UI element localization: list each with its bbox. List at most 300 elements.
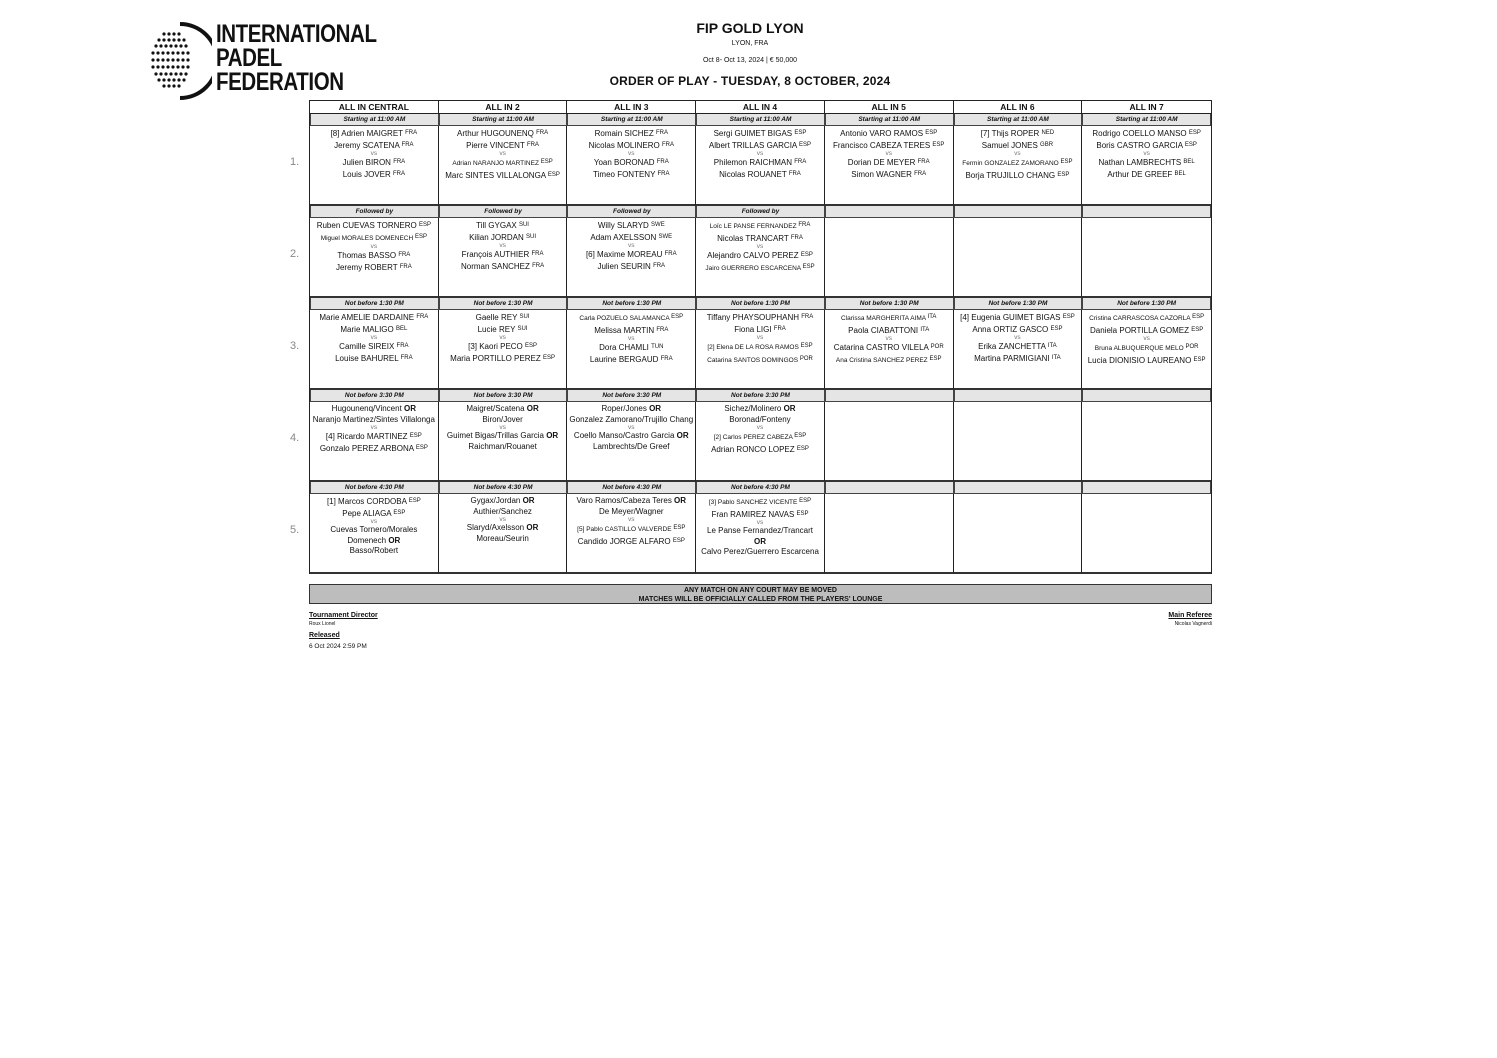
player-line bbox=[825, 354, 953, 367]
time-slot: Not before 4:30 PM bbox=[696, 482, 825, 494]
match-row bbox=[290, 218, 1212, 298]
player-line bbox=[954, 353, 1082, 365]
player-line bbox=[310, 220, 438, 232]
player-name: Sergi GUIMET BIGAS bbox=[713, 129, 795, 138]
nationality-code: ESP bbox=[1050, 325, 1063, 332]
player-name: Adrian NARANJO MARTINEZ bbox=[452, 160, 541, 167]
player-name: [3] Kaori PECO bbox=[468, 342, 526, 351]
nationality-code: FRA bbox=[392, 170, 405, 177]
time-slot: Starting at 11:00 AM bbox=[439, 114, 568, 126]
time-slot: Starting at 11:00 AM bbox=[954, 114, 1083, 126]
nationality-code: SUI bbox=[517, 325, 528, 332]
time-slot: Not before 1:30 PM bbox=[567, 298, 696, 310]
nationality-code: FRA bbox=[790, 234, 803, 241]
player-name: De Meyer/Wagner bbox=[598, 506, 664, 516]
court-name: ALL IN 2 bbox=[439, 101, 568, 113]
player-line bbox=[310, 128, 438, 140]
player-line bbox=[310, 525, 438, 536]
player-name: [2] Carlos PEREZ CABEZA bbox=[713, 434, 795, 441]
nationality-code: SUI bbox=[519, 314, 530, 320]
nationality-code: FRA bbox=[396, 343, 409, 349]
pair-name: Coello Manso/Castro Garcia bbox=[573, 431, 677, 440]
tournament-dates: Oct 8- Oct 13, 2024 | € 50,000 bbox=[702, 57, 798, 64]
player-name: Fiona LIGI bbox=[734, 324, 774, 334]
nationality-code: ESP bbox=[799, 141, 812, 148]
player-name: [3] Pablo SANCHEZ VICENTE bbox=[708, 499, 800, 506]
pair-name: Slaryd/Axelsson bbox=[466, 523, 527, 532]
match-cell bbox=[310, 218, 439, 298]
match-row bbox=[290, 402, 1212, 482]
player-name: Marc SINTES VILLALONGA bbox=[445, 170, 548, 180]
pair-line bbox=[310, 536, 438, 547]
player-line bbox=[696, 169, 824, 181]
notice-line: ANY MATCH ON ANY COURT MAY BE MOVED bbox=[684, 587, 837, 594]
player-line bbox=[439, 534, 567, 545]
time-slot: Followed by bbox=[439, 206, 568, 218]
versus-label: vs bbox=[1143, 335, 1150, 342]
player-name: Biron/Jover bbox=[482, 414, 523, 424]
time-slot: Starting at 11:00 AM bbox=[567, 114, 696, 126]
time-slot: Not before 1:30 PM bbox=[439, 298, 568, 310]
time-slot: Starting at 11:00 AM bbox=[310, 114, 439, 126]
player-name: Samuel JONES bbox=[981, 140, 1041, 150]
player-name: Arthur HUGOUNENQ bbox=[457, 129, 537, 138]
time-slot: Followed by bbox=[310, 206, 439, 218]
versus-label: vs bbox=[628, 516, 635, 523]
released-label: Released bbox=[309, 632, 340, 639]
player-name: Alejandro CALVO PEREZ bbox=[707, 251, 801, 260]
player-name: Louis JOVER bbox=[342, 169, 393, 179]
player-line bbox=[567, 169, 695, 181]
player-name: Raichman/Rouanet bbox=[468, 441, 537, 451]
nationality-code: FRA bbox=[536, 130, 549, 136]
versus-label: vs bbox=[756, 424, 764, 431]
pair-line bbox=[696, 404, 824, 415]
match-cell bbox=[825, 310, 954, 390]
nationality-code: FRA bbox=[656, 159, 669, 165]
row-number: 5. bbox=[290, 524, 300, 536]
nationality-code: ESP bbox=[1192, 314, 1205, 320]
nationality-code: ESP bbox=[802, 263, 815, 270]
nationality-code: BEL bbox=[395, 325, 408, 332]
versus-label: vs bbox=[756, 150, 764, 157]
versus-label: vs bbox=[370, 424, 378, 431]
player-name: Gonzalo PEREZ ARBONA bbox=[319, 443, 416, 453]
player-line bbox=[567, 220, 695, 232]
nationality-code: ESP bbox=[415, 444, 428, 451]
nationality-code: FRA bbox=[788, 170, 801, 177]
order-of-play-title: ORDER OF PLAY - TUESDAY, 8 OCTOBER, 2024 bbox=[609, 74, 891, 88]
nationality-code: ITA bbox=[1047, 343, 1057, 349]
player-line bbox=[825, 312, 953, 325]
or-label: OR bbox=[526, 404, 539, 413]
match-row bbox=[290, 310, 1212, 390]
org-line: FEDERATION bbox=[216, 68, 344, 96]
player-name: Lucie REY bbox=[477, 324, 518, 334]
time-slot: Starting at 11:00 AM bbox=[825, 114, 954, 126]
nationality-code: ESP bbox=[673, 525, 686, 531]
player-line bbox=[696, 341, 824, 354]
player-name: Naranjo Martinez/Sintes Villalonga bbox=[312, 414, 435, 424]
nationality-code: ESP bbox=[1062, 314, 1075, 320]
pair-line bbox=[439, 404, 567, 415]
nationality-code: FRA bbox=[794, 159, 807, 165]
nationality-code: FRA bbox=[401, 141, 414, 148]
player-name: Julien SEURIN bbox=[597, 261, 654, 271]
nationality-code: POR bbox=[930, 344, 944, 350]
nationality-code: POR bbox=[799, 355, 813, 362]
pair-name: Roper/Jones bbox=[601, 404, 650, 413]
player-name: [1] Marcos CORDOBA bbox=[326, 497, 409, 506]
time-slot bbox=[825, 206, 954, 218]
pair-line bbox=[567, 496, 695, 507]
match-cell bbox=[696, 494, 825, 574]
director-name: Roux Lionel bbox=[309, 621, 336, 627]
nationality-code: FRA bbox=[531, 251, 544, 257]
match-row bbox=[290, 126, 1212, 206]
player-line bbox=[439, 249, 567, 261]
player-line bbox=[1082, 169, 1211, 181]
player-name: Dorian DE MEYER bbox=[847, 158, 918, 167]
player-name: Jairo GUERRERO ESCARCENA bbox=[705, 264, 803, 272]
player-name: Fran RAMIREZ NAVAS bbox=[711, 509, 797, 519]
nationality-code: ESP bbox=[1191, 326, 1204, 333]
pair-name: Guimet Bigas/Trillas Garcia bbox=[446, 431, 547, 440]
player-name: Kilian JORDAN bbox=[469, 232, 526, 242]
time-slot bbox=[954, 482, 1083, 494]
nationality-code: FRA bbox=[798, 222, 811, 228]
player-name: Timeo FONTENY bbox=[593, 169, 658, 179]
nationality-code: FRA bbox=[405, 130, 418, 136]
time-slot bbox=[1082, 482, 1211, 494]
player-name: Rodrigo COELLO MANSO bbox=[1092, 129, 1189, 138]
match-cell bbox=[310, 494, 439, 574]
player-line bbox=[567, 261, 695, 273]
nationality-code: ESP bbox=[925, 130, 938, 136]
player-name: Francisco CABEZA TERES bbox=[832, 140, 933, 150]
player-line bbox=[439, 170, 567, 182]
nationality-code: FRA bbox=[661, 141, 674, 148]
pair-name: Sichez/Molinero bbox=[724, 404, 784, 413]
match-cell bbox=[439, 310, 568, 390]
player-name: [8] Adrien MAIGRET bbox=[330, 129, 406, 138]
nationality-code: FRA bbox=[801, 314, 814, 320]
released-date: 6 Oct 2024 2:59 PM bbox=[309, 643, 367, 650]
or-label: OR bbox=[404, 404, 417, 413]
player-name: Romain SICHEZ bbox=[594, 129, 656, 138]
player-name: Calvo Perez/Guerrero Escarcena bbox=[701, 547, 819, 556]
player-name: Adrian RONCO LOPEZ bbox=[711, 444, 797, 454]
match-cell bbox=[310, 126, 439, 206]
nationality-code: ESP bbox=[672, 537, 685, 544]
match-cell bbox=[954, 494, 1083, 574]
versus-label: vs bbox=[756, 243, 764, 250]
player-name: Thomas BASSO bbox=[337, 251, 399, 260]
player-line bbox=[567, 523, 695, 536]
nationality-code: ESP bbox=[1188, 130, 1201, 136]
nationality-code: FRA bbox=[656, 326, 669, 333]
player-line bbox=[310, 431, 438, 443]
nationality-code: ESP bbox=[418, 222, 431, 228]
match-cell bbox=[696, 310, 825, 390]
time-slot: Not before 4:30 PM bbox=[310, 482, 439, 494]
player-line bbox=[954, 341, 1082, 353]
player-name: Paola CIABATTONI bbox=[848, 325, 921, 335]
versus-label: vs bbox=[370, 518, 378, 525]
or-label: OR bbox=[522, 496, 535, 505]
player-line bbox=[696, 496, 824, 509]
player-name: Till GYGAX bbox=[476, 221, 519, 230]
player-line bbox=[696, 444, 824, 456]
player-line bbox=[696, 220, 824, 233]
versus-label: vs bbox=[499, 424, 506, 431]
time-slot: Not before 1:30 PM bbox=[310, 298, 439, 310]
nationality-code: ESP bbox=[794, 433, 807, 439]
player-line bbox=[439, 353, 567, 365]
row-number: 2. bbox=[290, 248, 300, 260]
player-line bbox=[310, 443, 438, 455]
player-name: Antonio VARO RAMOS bbox=[840, 129, 926, 138]
nationality-code: ESP bbox=[547, 171, 560, 178]
nationality-code: ITA bbox=[1051, 354, 1061, 361]
nationality-code: ESP bbox=[799, 498, 812, 504]
or-label: OR bbox=[783, 404, 796, 413]
versus-label: vs bbox=[628, 424, 635, 431]
nationality-code: ESP bbox=[794, 130, 807, 136]
org-line: INTERNATIONAL bbox=[216, 20, 377, 48]
row-number: 3. bbox=[290, 340, 300, 352]
versus-label: vs bbox=[499, 242, 506, 249]
player-name: Nathan LAMBRECHTS bbox=[1098, 158, 1184, 167]
player-name: Simon WAGNER bbox=[851, 169, 915, 179]
player-name: Moreau/Seurin bbox=[476, 533, 529, 543]
player-line bbox=[696, 262, 824, 275]
player-line bbox=[310, 250, 438, 262]
org-line: PADEL bbox=[216, 44, 282, 72]
match-cell bbox=[439, 218, 568, 298]
nationality-code: BEL bbox=[1174, 170, 1186, 177]
nationality-code: ESP bbox=[800, 252, 813, 258]
player-name: Catarina SANTOS DOMINGOS bbox=[707, 356, 800, 364]
player-line bbox=[310, 546, 438, 557]
nationality-code: FRA bbox=[655, 130, 668, 136]
nationality-code: ESP bbox=[1057, 171, 1070, 178]
nationality-code: FRA bbox=[532, 262, 545, 269]
pair-line bbox=[567, 431, 695, 442]
player-line bbox=[567, 157, 695, 169]
time-slot-row bbox=[309, 206, 1212, 218]
player-line bbox=[825, 128, 953, 140]
notice-box bbox=[309, 584, 1212, 604]
versus-label: vs bbox=[499, 334, 506, 341]
match-row bbox=[290, 494, 1212, 574]
player-name: Ana Cristina SANCHEZ PEREZ bbox=[835, 356, 930, 364]
player-line bbox=[1082, 312, 1211, 325]
player-name: Yoan BORONAD bbox=[593, 158, 657, 167]
player-name: Dora CHAMLI bbox=[599, 343, 652, 352]
player-line bbox=[696, 250, 824, 262]
nationality-code: FRA bbox=[526, 141, 539, 148]
player-line bbox=[567, 249, 695, 261]
time-slot-row bbox=[309, 114, 1212, 126]
match-cell bbox=[954, 402, 1083, 482]
nationality-code: FRA bbox=[653, 262, 666, 269]
player-name: Miguel MORALES DOMENECH bbox=[320, 234, 415, 242]
pair-name: Domenech bbox=[347, 535, 389, 545]
time-slot: Not before 4:30 PM bbox=[567, 482, 696, 494]
pair-name: Maigret/Scatena bbox=[466, 404, 527, 413]
time-slot: Not before 1:30 PM bbox=[954, 298, 1083, 310]
player-name: Boronad/Fonteny bbox=[729, 414, 791, 424]
time-slot: Not before 3:30 PM bbox=[696, 390, 825, 402]
match-cell bbox=[439, 494, 568, 574]
player-name: Jeremy ROBERT bbox=[335, 262, 400, 272]
pair-line bbox=[439, 523, 567, 534]
player-name: Martina PARMIGIANI bbox=[974, 353, 1052, 363]
versus-label: vs bbox=[1014, 334, 1021, 341]
time-slot: Followed by bbox=[567, 206, 696, 218]
nationality-code: TUN bbox=[651, 344, 664, 350]
versus-label: vs bbox=[1143, 150, 1150, 157]
player-line bbox=[696, 547, 824, 558]
player-line bbox=[310, 312, 438, 324]
player-name: Nicolas TRANCART bbox=[717, 233, 791, 243]
or-label: OR bbox=[649, 404, 662, 413]
match-cell bbox=[1082, 310, 1211, 390]
versus-label: vs bbox=[370, 150, 378, 157]
or-label: OR bbox=[676, 431, 689, 440]
player-name: [6] Maxime MOREAU bbox=[585, 250, 665, 259]
nationality-code: ITA bbox=[927, 314, 937, 320]
match-cell bbox=[1082, 218, 1211, 298]
player-line bbox=[310, 341, 438, 353]
pair-name: Hugounenq/Vincent bbox=[331, 404, 405, 413]
versus-label: vs bbox=[499, 516, 506, 523]
versus-label: vs bbox=[756, 519, 764, 526]
nationality-code: ITA bbox=[920, 326, 930, 333]
player-name: Lucia DIONISIO LAUREANO bbox=[1087, 355, 1194, 365]
nationality-code: NED bbox=[1041, 130, 1055, 136]
player-name: Loïc LE PANSE FERNANDEZ bbox=[709, 223, 799, 230]
player-line bbox=[439, 341, 567, 353]
player-name: Borja TRUJILLO CHANG bbox=[965, 170, 1058, 180]
nationality-code: ESP bbox=[1060, 159, 1073, 165]
player-name: Le Panse Fernandez/Trancart bbox=[707, 526, 813, 535]
court-name: ALL IN CENTRAL bbox=[310, 101, 439, 113]
court-name: ALL IN 4 bbox=[696, 101, 825, 113]
player-line bbox=[439, 442, 567, 453]
nationality-code: ESP bbox=[1184, 141, 1197, 148]
court-name: ALL IN 6 bbox=[954, 101, 1083, 113]
player-name: Daniela PORTILLA GOMEZ bbox=[1090, 325, 1192, 335]
tournament-location: LYON, FRA bbox=[731, 40, 769, 47]
match-cell bbox=[439, 402, 568, 482]
nationality-code: FRA bbox=[400, 354, 413, 361]
player-name: Erika ZANCHETTA bbox=[978, 342, 1048, 351]
time-slot: Not before 1:30 PM bbox=[696, 298, 825, 310]
player-name: Marie MALIGO bbox=[340, 324, 396, 334]
match-cell bbox=[825, 218, 954, 298]
player-line bbox=[1082, 342, 1211, 355]
time-slot-row bbox=[309, 482, 1212, 494]
match-cell bbox=[954, 310, 1083, 390]
player-line bbox=[310, 169, 438, 181]
nationality-code: ESP bbox=[408, 498, 421, 504]
player-line bbox=[954, 157, 1082, 170]
versus-label: vs bbox=[499, 150, 506, 157]
time-slot bbox=[1082, 390, 1211, 402]
player-line bbox=[696, 157, 824, 169]
player-name: Clarissa MARGHERITA AIMA bbox=[840, 315, 928, 322]
versus-label: vs bbox=[885, 335, 892, 342]
nationality-code: ESP bbox=[414, 233, 427, 240]
nationality-code: ESP bbox=[409, 433, 422, 439]
match-cell bbox=[567, 126, 696, 206]
nationality-code: ESP bbox=[800, 343, 813, 349]
player-name: Authier/Sanchez bbox=[473, 506, 532, 516]
or-label: OR bbox=[388, 535, 401, 545]
nationality-code: FRA bbox=[664, 251, 677, 257]
nationality-code: POR bbox=[1185, 344, 1199, 350]
time-slot-row bbox=[309, 390, 1212, 402]
player-name: [7] Thijs ROPER bbox=[980, 129, 1042, 138]
player-line bbox=[954, 312, 1082, 324]
or-label: OR bbox=[674, 496, 687, 505]
pair-line bbox=[439, 431, 567, 442]
time-slot: Not before 3:30 PM bbox=[310, 390, 439, 402]
nationality-code: ESP bbox=[393, 509, 406, 516]
player-name: Ruben CUEVAS TORNERO bbox=[316, 221, 419, 230]
or-label: OR bbox=[546, 431, 559, 440]
pair-line bbox=[439, 496, 567, 507]
player-name: [5] Pablo CASTILLO VALVERDE bbox=[577, 526, 674, 533]
player-line bbox=[825, 342, 953, 354]
player-line bbox=[1082, 157, 1211, 169]
or-label: OR bbox=[753, 536, 766, 546]
schedule-grid bbox=[290, 100, 1212, 574]
match-cell bbox=[567, 494, 696, 574]
player-name: [4] Ricardo MARTINEZ bbox=[325, 432, 410, 441]
match-cell bbox=[954, 126, 1083, 206]
match-cell bbox=[439, 126, 568, 206]
player-line bbox=[696, 526, 824, 537]
player-line bbox=[567, 354, 695, 366]
nationality-code: ESP bbox=[542, 354, 555, 361]
court-header-row bbox=[309, 100, 1212, 114]
match-cell bbox=[825, 494, 954, 574]
player-name: Norman SANCHEZ bbox=[461, 261, 533, 271]
player-name: Laurine BERGAUD bbox=[589, 354, 661, 364]
versus-label: vs bbox=[1014, 150, 1021, 157]
player-name: Jeremy SCATENA bbox=[334, 140, 402, 150]
match-cell bbox=[1082, 494, 1211, 574]
nationality-code: FRA bbox=[660, 355, 673, 362]
versus-label: vs bbox=[628, 335, 635, 342]
player-line bbox=[696, 128, 824, 140]
match-cell bbox=[825, 402, 954, 482]
time-slot bbox=[825, 390, 954, 402]
nationality-code: FRA bbox=[393, 159, 406, 165]
player-name: Melissa MARTIN bbox=[594, 325, 657, 335]
player-line bbox=[825, 169, 953, 181]
padel-ball-icon bbox=[150, 22, 212, 100]
player-line bbox=[696, 354, 824, 367]
time-slot: Not before 4:30 PM bbox=[439, 482, 568, 494]
time-slot: Not before 1:30 PM bbox=[825, 298, 954, 310]
player-name: Catarina CASTRO VILELA bbox=[833, 343, 931, 352]
tournament-title: FIP GOLD LYON bbox=[696, 20, 804, 36]
versus-label: vs bbox=[370, 243, 378, 250]
